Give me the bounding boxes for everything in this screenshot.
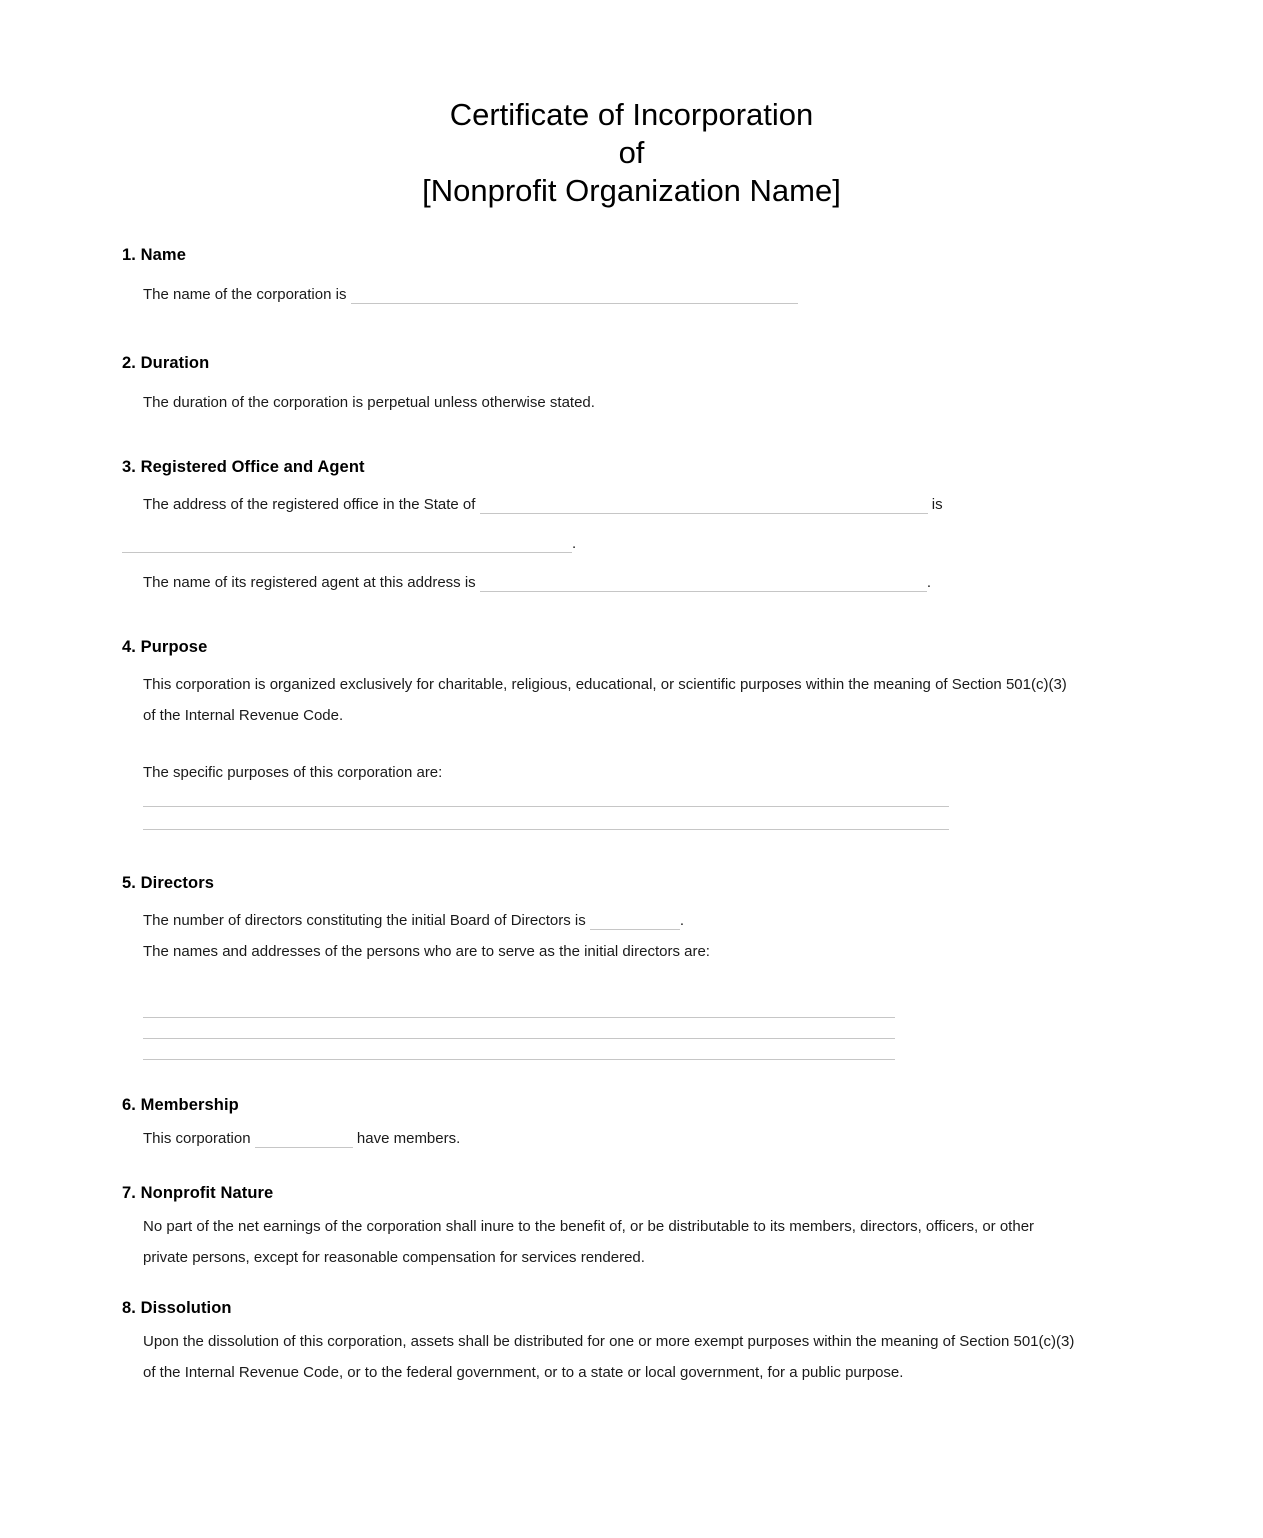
registered-agent-input[interactable] [480,571,927,592]
membership-suffix-label: have members. [356,1130,461,1147]
director-count-period: . [679,912,685,929]
membership-prefix-label: This corporation [143,1130,251,1147]
section-2-heading: 2. Duration [122,354,210,372]
director-count-label: The number of directors constituting the initial Board of Directors is [143,912,586,929]
section-8-heading: 8. Dissolution [122,1299,232,1317]
specific-purposes-label: The specific purposes of this corporation are: [143,764,443,781]
page-title [0,0,1263,210]
section-1-body [122,279,1171,310]
section-6-heading: 6. Membership [122,1096,239,1114]
title-line-1: Certificate of Incorporation [449,97,814,132]
section-nonprofit-nature [122,1184,1171,1273]
section-2-body [122,387,1171,418]
duration-statement: The duration of the corporation is perpetual unless otherwise stated. [143,394,595,411]
section-3-body [122,489,1171,598]
registered-agent-label: The name of its registered agent at this address is [143,574,476,591]
section-8-body [122,1326,1171,1388]
director-count-row [143,905,1171,936]
registered-office-state-input[interactable] [480,493,928,514]
dissolution-line-2: of the Internal Revenue Code, or to the federal government, or to a state or local government, for a public purpose. [143,1364,904,1381]
section-4-heading: 4. Purpose [122,638,208,656]
section-registered-office [122,458,1171,598]
section-7-heading: 7. Nonprofit Nature [122,1184,274,1202]
section-membership [122,1096,1171,1154]
registered-office-label: The address of the registered office in the State of [143,496,476,513]
section-directors [122,874,1171,1060]
director-names-label: The names and addresses of the persons who are to serve as the initial directors are: [143,943,710,960]
registered-office-is-word: is [931,496,943,513]
section-3-heading: 3. Registered Office and Agent [122,458,365,476]
section-5-heading: 5. Directors [122,874,214,892]
section-4-body [122,669,1171,830]
director-count-input[interactable] [590,909,680,930]
section-duration [122,354,1171,418]
nonprofit-nature-line-1: No part of the net earnings of the corporation shall inure to the benefit of, or be distributable to its members, directors, officers, or other [143,1218,1035,1235]
registered-agent-row [143,567,1171,598]
membership-status-input[interactable] [255,1127,353,1148]
title-line-3: [Nonprofit Organization Name] [422,173,841,208]
section-name [122,246,1171,310]
section-dissolution [122,1299,1171,1388]
registered-office-address-input[interactable] [122,532,572,553]
nonprofit-nature-line-2: private persons, except for reasonable compensation for services rendered. [143,1249,645,1266]
corporation-name-label: The name of the corporation is [143,286,347,303]
registered-office-period: . [572,535,577,552]
purpose-statement-line-2: of the Internal Revenue Code. [143,707,344,724]
purpose-statement-line-1: This corporation is organized exclusively for charitable, religious, educational, or scientific purposes within the meaning of Section 501(c)(3) [143,676,1067,693]
registered-agent-period: . [926,574,932,591]
registered-office-address-row [143,489,1171,520]
section-5-body [122,905,1171,1060]
registered-office-address-row-2 [122,528,1171,559]
section-6-body [122,1123,1171,1154]
section-purpose [122,638,1171,830]
section-1-heading: 1. Name [122,246,186,264]
dissolution-line-1: Upon the dissolution of this corporation, assets shall be distributed for one or more exempt purposes within the meaning of Section 501(c)(3) [143,1333,1075,1350]
document-body [0,246,1263,1388]
title-line-2: of [618,135,645,170]
section-7-body [122,1211,1171,1273]
corporation-name-input[interactable] [351,283,798,304]
